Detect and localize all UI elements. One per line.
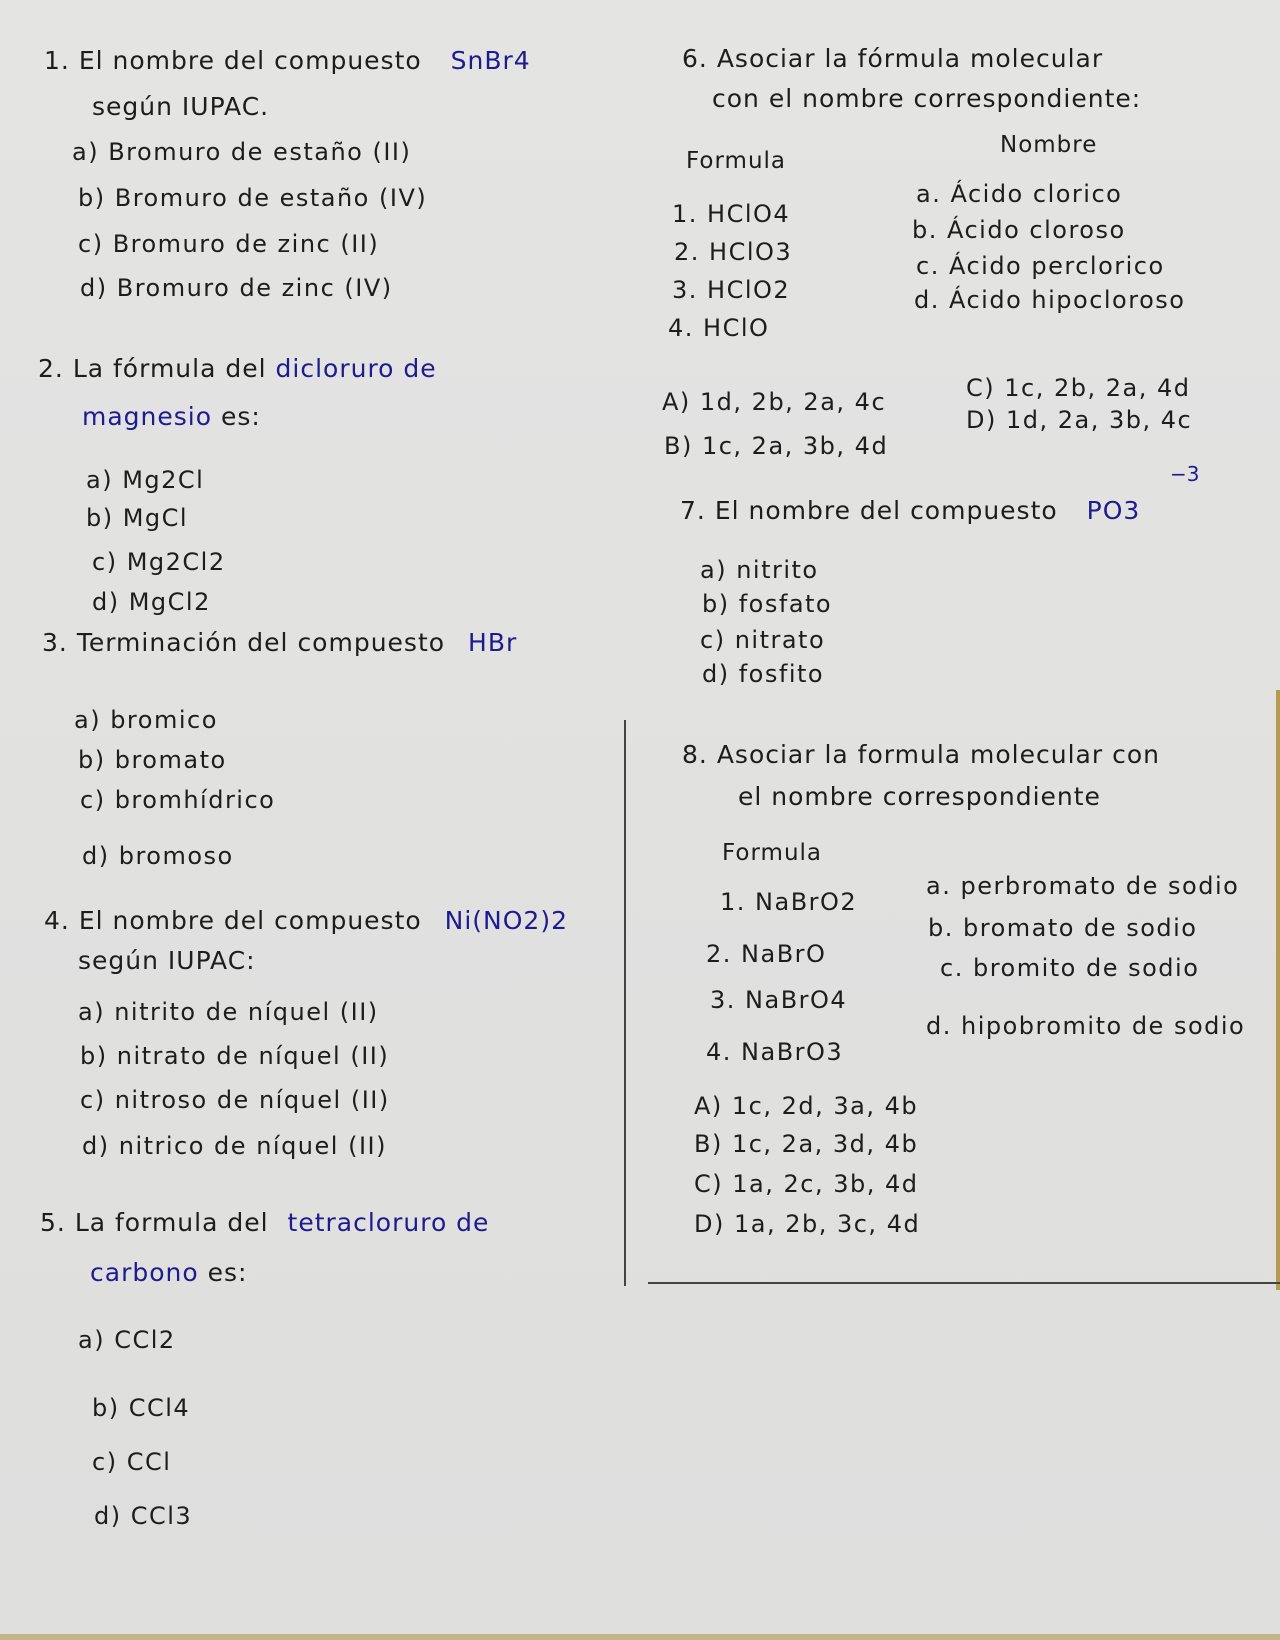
q5-highlight: tetracloruro de (287, 1208, 490, 1237)
page-bottom-edge (0, 1634, 1280, 1640)
q5-prompt: 5. La formula del tetracloruro de (40, 1208, 490, 1237)
q3-option-d[interactable]: d) bromoso (82, 842, 234, 870)
box-border-left (624, 720, 626, 1286)
q8-prompt: 8. Asociar la formula molecular con (682, 740, 1160, 769)
q6-formula-3: 3. HClO2 (672, 276, 791, 304)
q5-option-c[interactable]: c) CCl (92, 1448, 172, 1476)
q7-option-b[interactable]: b) fosfato (702, 590, 833, 618)
q8-prompt-2: el nombre correspondiente (738, 782, 1101, 811)
q7-formula: PO3 (1086, 496, 1141, 525)
q8-formula-2: 2. NaBrO (706, 940, 827, 968)
q4-option-c[interactable]: c) nitroso de níquel (II) (80, 1086, 390, 1114)
q8-nombre-d: d. hipobromito de sodio (926, 1012, 1246, 1040)
q6-formula-2: 2. HClO3 (674, 238, 793, 266)
q6-formula-4: 4. HClO (668, 314, 770, 342)
q8-nombre-c: c. bromito de sodio (940, 954, 1200, 982)
q4-option-b[interactable]: b) nitrato de níquel (II) (80, 1042, 390, 1070)
q8-answer-d[interactable]: D) 1a, 2b, 3c, 4d (694, 1210, 921, 1238)
q3-option-b[interactable]: b) bromato (78, 746, 227, 774)
q2-prompt-2: magnesio es: (82, 402, 261, 431)
q2-highlight: dicloruro de (275, 354, 437, 383)
q6-answer-a[interactable]: A) 1d, 2b, 2a, 4c (662, 388, 887, 416)
q2-option-c[interactable]: c) Mg2Cl2 (92, 548, 226, 576)
q5-option-a[interactable]: a) CCl2 (78, 1326, 176, 1354)
q6-nombre-b: b. Ácido cloroso (912, 216, 1126, 244)
q7-option-c[interactable]: c) nitrato (700, 626, 826, 654)
q1-formula: SnBr4 (450, 46, 531, 75)
q5-option-d[interactable]: d) CCl3 (94, 1502, 193, 1530)
q6-nombre-d: d. Ácido hipocloroso (914, 286, 1186, 314)
q8-nombre-a: a. perbromato de sodio (926, 872, 1240, 900)
q2-option-b[interactable]: b) MgCl (86, 504, 189, 532)
q6-nombre-a: a. Ácido clorico (916, 180, 1123, 208)
q8-formula-3: 3. NaBrO4 (710, 986, 848, 1014)
q6-prompt-2: con el nombre correspondiente: (712, 84, 1142, 113)
q7-prompt: 7. El nombre del compuesto PO3 (680, 496, 1141, 525)
q3-option-a[interactable]: a) bromico (74, 706, 218, 734)
q2-option-d[interactable]: d) MgCl2 (92, 588, 211, 616)
q1-option-d[interactable]: d) Bromuro de zinc (IV) (80, 274, 393, 302)
q8-formula-4: 4. NaBrO3 (706, 1038, 844, 1066)
q4-formula: Ni(NO2)2 (444, 906, 568, 935)
q2-prompt: 2. La fórmula del dicloruro de (38, 354, 437, 383)
q6-prompt: 6. Asociar la fórmula molecular (682, 44, 1104, 73)
q3-formula: HBr (468, 628, 518, 657)
q1-prompt: 1. El nombre del compuesto SnBr4 (44, 46, 531, 75)
q7-option-a[interactable]: a) nitrito (700, 556, 819, 584)
q1-option-c[interactable]: c) Bromuro de zinc (II) (78, 230, 380, 258)
q7-option-d[interactable]: d) fosfito (702, 660, 825, 688)
page-edge-strip (1276, 690, 1280, 1290)
q4-prompt: 4. El nombre del compuesto Ni(NO2)2 (44, 906, 568, 935)
q3-prompt: 3. Terminación del compuesto HBr (42, 628, 518, 657)
q6-answer-d[interactable]: D) 1d, 2a, 3b, 4c (966, 406, 1193, 434)
q6-answer-c[interactable]: C) 1c, 2b, 2a, 4d (966, 374, 1191, 402)
q1-prompt-2: según IUPAC. (92, 92, 270, 121)
q8-answer-c[interactable]: C) 1a, 2c, 3b, 4d (694, 1170, 919, 1198)
q4-prompt-2: según IUPAC: (78, 946, 256, 975)
q1-option-b[interactable]: b) Bromuro de estaño (IV) (78, 184, 428, 212)
q6-formula-1: 1. HClO4 (672, 200, 791, 228)
q3-option-c[interactable]: c) bromhídrico (80, 786, 276, 814)
q7-charge: −3 (1170, 462, 1200, 486)
q4-option-a[interactable]: a) nitrito de níquel (II) (78, 998, 379, 1026)
q5-option-b[interactable]: b) CCl4 (92, 1394, 191, 1422)
q4-option-d[interactable]: d) nitrico de níquel (II) (82, 1132, 387, 1160)
q6-col-nombre: Nombre (1000, 132, 1098, 158)
q8-answer-b[interactable]: B) 1c, 2a, 3d, 4b (694, 1130, 919, 1158)
q6-answer-b[interactable]: B) 1c, 2a, 3b, 4d (664, 432, 889, 460)
q8-answer-a[interactable]: A) 1c, 2d, 3a, 4b (694, 1092, 919, 1120)
q5-prompt-2: carbono es: (90, 1258, 248, 1287)
q8-nombre-b: b. bromato de sodio (928, 914, 1198, 942)
q6-col-formula: Formula (686, 148, 786, 174)
q8-col-formula: Formula (722, 840, 822, 866)
q8-formula-1: 1. NaBrO2 (720, 888, 858, 916)
q2-option-a[interactable]: a) Mg2Cl (86, 466, 205, 494)
q6-nombre-c: c. Ácido perclorico (916, 252, 1165, 280)
q1-option-a[interactable]: a) Bromuro de estaño (II) (72, 138, 412, 166)
box-border-bottom (648, 1282, 1280, 1284)
